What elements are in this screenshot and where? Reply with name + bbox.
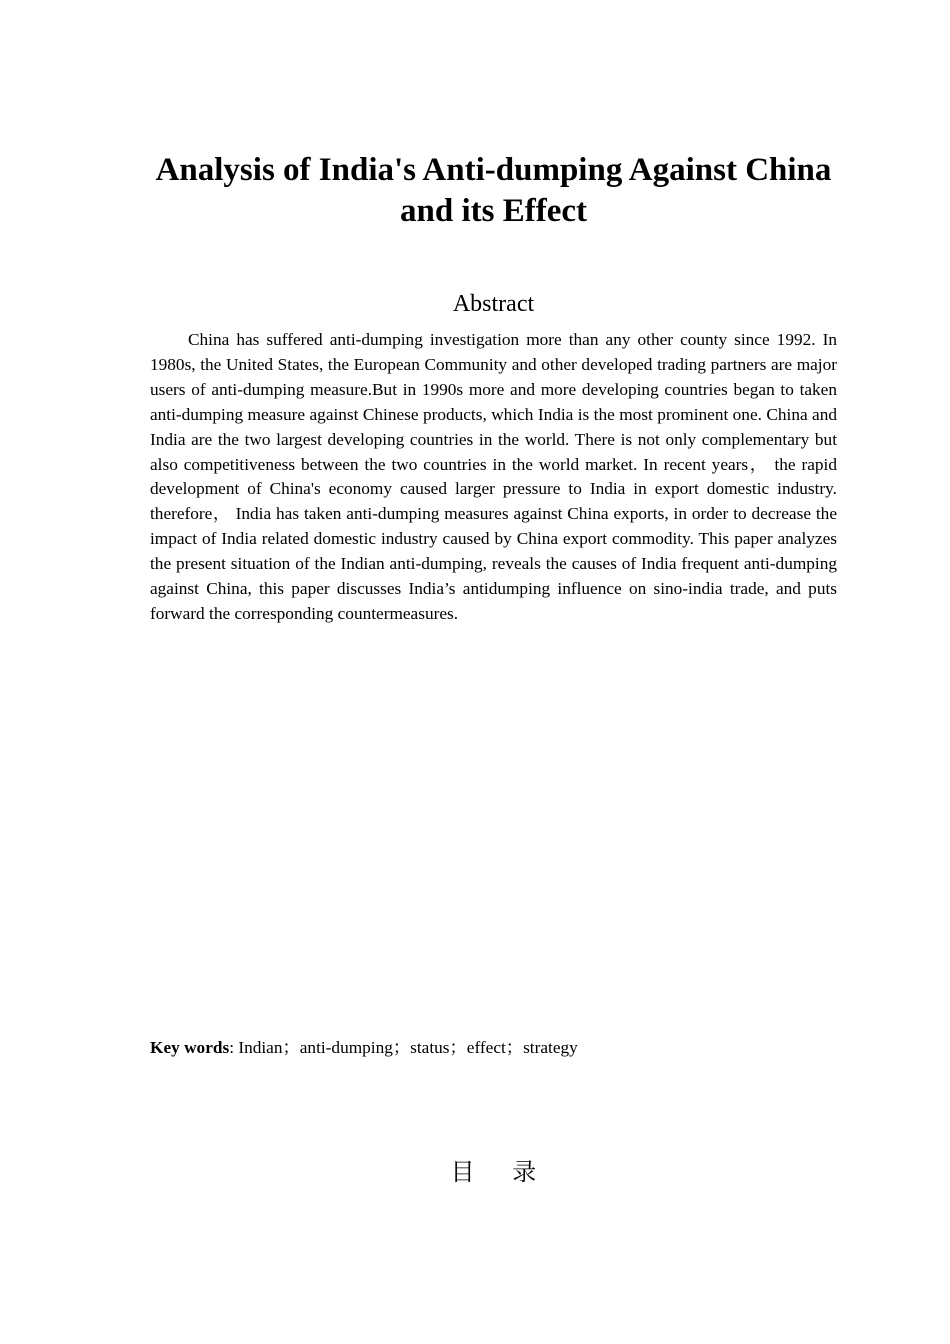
table-of-contents-heading: 目 录 <box>450 1158 537 1186</box>
abstract-body: China has suffered anti-dumping investigation more than any other county since 1992. In 1980s, the United States, the European Community and other developed trading partners are major users of anti-dumping measure.But in 1990s more and more developing countries began to taken anti-dumping measure against Chinese products, which India is the most prominent one. China and India are the two largest developing countries in the world. There is not only complementary but also competitiveness between the two countries in the world market. In recent years， the rapid development of China's economy caused larger pressure to India in export domestic industry. therefore， India has taken anti-dumping measures against China exports, in order to decrease the impact of India related domestic industry caused by China export commodity. This paper analyzes the present situation of the Indian anti-dumping, reveals the causes of India frequent anti-dumping against China, this paper discusses India’s antidumping influence on sino-india trade, and puts forward the corresponding countermeasures. <box>150 330 837 623</box>
keywords-line <box>150 1036 837 1060</box>
keywords-text: : Indian；anti-dumping；status；effect；strategy <box>229 1038 578 1057</box>
document-title: Analysis of India's Anti-dumping Against China and its Effect <box>155 152 832 229</box>
keywords-label: Key words <box>150 1038 230 1057</box>
abstract-heading: Abstract <box>452 291 535 317</box>
